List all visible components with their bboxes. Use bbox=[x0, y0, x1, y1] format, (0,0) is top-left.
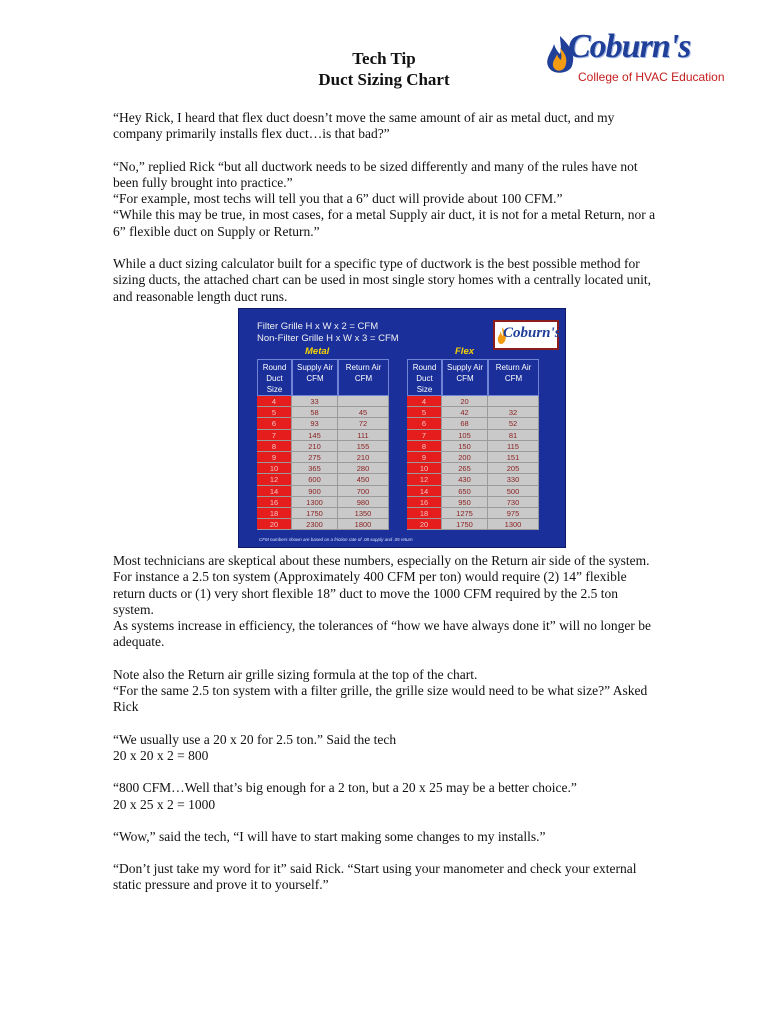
supply-cfm-cell: 33 bbox=[292, 396, 338, 407]
duct-size-cell: 9 bbox=[257, 452, 292, 463]
table-row bbox=[407, 441, 539, 452]
duct-size-cell: 12 bbox=[257, 474, 292, 485]
paragraph: “Don’t just take my word for it” said Rick. “Start using your manometer and check your external static pressure and prove it to yourself.” bbox=[113, 861, 637, 893]
intro-text bbox=[113, 110, 658, 305]
table-row bbox=[257, 441, 389, 452]
logo-brand: Coburn's bbox=[568, 28, 691, 65]
paragraph: Most technicians are skeptical about these numbers, especially on the Return air side of the system. For instance a 2.5 ton system (Approximately 400 CFM per ton) would require (2) 14” flexible return ducts or (1) very short flexible 18” duct to move the 1000 CFM required by the 2.5 ton system. bbox=[113, 553, 650, 617]
return-cfm-cell bbox=[338, 396, 389, 407]
table-row bbox=[407, 396, 539, 407]
column-header: Round Duct Size bbox=[407, 359, 442, 396]
column-header: Supply Air CFM bbox=[442, 359, 488, 396]
table-row bbox=[407, 463, 539, 474]
return-cfm-cell: 210 bbox=[338, 452, 389, 463]
logo-subtitle: College of HVAC Education bbox=[578, 70, 725, 84]
duct-size-cell: 18 bbox=[407, 508, 442, 519]
return-cfm-cell: 700 bbox=[338, 486, 389, 497]
table-row bbox=[407, 486, 539, 497]
table-row bbox=[407, 519, 539, 530]
paragraph: 20 x 25 x 2 = 1000 bbox=[113, 796, 216, 812]
column-header: Supply Air CFM bbox=[292, 359, 338, 396]
table-row bbox=[407, 452, 539, 463]
supply-cfm-cell: 430 bbox=[442, 474, 488, 485]
paragraph: While a duct sizing calculator built for a specific type of ductwork is the best possible method for sizing ducts, the attached chart can be used in most single story homes with a centrally located unit, and reasonable length duct runs. bbox=[113, 256, 651, 304]
supply-cfm-cell: 900 bbox=[292, 486, 338, 497]
supply-cfm-cell: 200 bbox=[442, 452, 488, 463]
supply-cfm-cell: 650 bbox=[442, 486, 488, 497]
duct-size-cell: 7 bbox=[257, 430, 292, 441]
paragraph: 20 x 20 x 2 = 800 bbox=[113, 747, 209, 763]
paragraph-gap bbox=[113, 143, 658, 159]
flex-table bbox=[407, 396, 539, 530]
return-cfm-cell: 980 bbox=[338, 497, 389, 508]
return-cfm-cell: 205 bbox=[488, 463, 539, 474]
supply-cfm-cell: 150 bbox=[442, 441, 488, 452]
column-header: Round Duct Size bbox=[257, 359, 292, 396]
table-row bbox=[257, 519, 389, 530]
duct-size-cell: 10 bbox=[407, 463, 442, 474]
table-row bbox=[257, 418, 389, 429]
table-row bbox=[257, 463, 389, 474]
return-cfm-cell: 111 bbox=[338, 430, 389, 441]
supply-cfm-cell: 1275 bbox=[442, 508, 488, 519]
duct-size-cell: 7 bbox=[407, 430, 442, 441]
table-row bbox=[407, 508, 539, 519]
table-row bbox=[257, 430, 389, 441]
duct-size-cell: 14 bbox=[257, 486, 292, 497]
duct-size-cell: 6 bbox=[257, 418, 292, 429]
non-filter-grille-formula: Non-Filter Grille H x W x 3 = CFM bbox=[257, 333, 399, 344]
duct-size-cell: 8 bbox=[257, 441, 292, 452]
paragraph-gap bbox=[113, 651, 658, 667]
chart-logo-text: Coburn's bbox=[503, 325, 561, 341]
duct-size-cell: 5 bbox=[257, 407, 292, 418]
paragraph: Note also the Return air grille sizing formula at the top of the chart. bbox=[113, 666, 478, 682]
table-row bbox=[407, 407, 539, 418]
column-header: Return Air CFM bbox=[338, 359, 389, 396]
chart-footnote: CFM numbers shown are based on a friction rate of .08 supply and .05 return bbox=[259, 537, 413, 542]
table-row bbox=[257, 452, 389, 463]
column-header: Return Air CFM bbox=[488, 359, 539, 396]
paragraph-gap bbox=[113, 813, 658, 829]
table-row bbox=[407, 418, 539, 429]
return-cfm-cell: 45 bbox=[338, 407, 389, 418]
return-cfm-cell: 730 bbox=[488, 497, 539, 508]
paragraph-gap bbox=[113, 764, 658, 780]
return-cfm-cell: 52 bbox=[488, 418, 539, 429]
duct-size-cell: 14 bbox=[407, 486, 442, 497]
duct-size-cell: 6 bbox=[407, 418, 442, 429]
paragraph: “Hey Rick, I heard that flex duct doesn’t move the same amount of air as metal duct, and my company primarily installs flex duct…is that bad?” bbox=[113, 110, 615, 142]
chart-logo bbox=[493, 320, 559, 350]
metal-table bbox=[257, 396, 389, 530]
table-row bbox=[407, 497, 539, 508]
filter-grille-formula: Filter Grille H x W x 2 = CFM bbox=[257, 321, 379, 332]
paragraph: “For the same 2.5 ton system with a filter grille, the grille size would need to be what size?” Asked Rick bbox=[113, 683, 648, 715]
paragraph-gap bbox=[113, 845, 658, 861]
supply-cfm-cell: 1300 bbox=[292, 497, 338, 508]
supply-cfm-cell: 275 bbox=[292, 452, 338, 463]
return-cfm-cell: 330 bbox=[488, 474, 539, 485]
supply-cfm-cell: 1750 bbox=[292, 508, 338, 519]
paragraph-gap bbox=[113, 716, 658, 732]
duct-size-cell: 5 bbox=[407, 407, 442, 418]
duct-size-cell: 12 bbox=[407, 474, 442, 485]
paragraph-gap bbox=[113, 240, 658, 256]
supply-cfm-cell: 20 bbox=[442, 396, 488, 407]
return-cfm-cell: 1800 bbox=[338, 519, 389, 530]
supply-cfm-cell: 365 bbox=[292, 463, 338, 474]
duct-size-cell: 16 bbox=[407, 497, 442, 508]
supply-cfm-cell: 68 bbox=[442, 418, 488, 429]
title-line-1: Tech Tip bbox=[352, 49, 416, 68]
duct-size-cell: 10 bbox=[257, 463, 292, 474]
return-cfm-cell: 280 bbox=[338, 463, 389, 474]
duct-size-cell: 16 bbox=[257, 497, 292, 508]
flex-column-headers bbox=[407, 359, 539, 396]
duct-size-cell: 8 bbox=[407, 441, 442, 452]
duct-size-cell: 4 bbox=[407, 396, 442, 407]
return-cfm-cell: 81 bbox=[488, 430, 539, 441]
paragraph: As systems increase in efficiency, the tolerances of “how we have always done it” will no longer be adequate. bbox=[113, 618, 651, 650]
return-cfm-cell: 450 bbox=[338, 474, 389, 485]
return-cfm-cell: 72 bbox=[338, 418, 389, 429]
discussion-text bbox=[113, 553, 658, 894]
paragraph: “For example, most techs will tell you that a 6” duct will provide about 100 CFM.” bbox=[113, 191, 563, 207]
supply-cfm-cell: 42 bbox=[442, 407, 488, 418]
supply-cfm-cell: 2300 bbox=[292, 519, 338, 530]
duct-sizing-chart bbox=[238, 308, 566, 548]
duct-size-cell: 9 bbox=[407, 452, 442, 463]
supply-cfm-cell: 1750 bbox=[442, 519, 488, 530]
metal-label: Metal bbox=[305, 346, 330, 357]
table-row bbox=[257, 497, 389, 508]
table-row bbox=[257, 508, 389, 519]
return-cfm-cell bbox=[488, 396, 539, 407]
return-cfm-cell: 1350 bbox=[338, 508, 389, 519]
paragraph: “We usually use a 20 x 20 for 2.5 ton.” Said the tech bbox=[113, 731, 397, 747]
supply-cfm-cell: 600 bbox=[292, 474, 338, 485]
supply-cfm-cell: 210 bbox=[292, 441, 338, 452]
coburns-logo bbox=[540, 28, 725, 90]
table-row bbox=[257, 486, 389, 497]
paragraph: “While this may be true, in most cases, for a metal Supply air duct, it is not for a metal Return, nor a 6” flexible duct on Supply or Return.” bbox=[113, 207, 656, 239]
return-cfm-cell: 32 bbox=[488, 407, 539, 418]
duct-size-cell: 20 bbox=[407, 519, 442, 530]
paragraph: “Wow,” said the tech, “I will have to start making some changes to my installs.” bbox=[113, 828, 546, 844]
duct-size-cell: 4 bbox=[257, 396, 292, 407]
supply-cfm-cell: 58 bbox=[292, 407, 338, 418]
paragraph: “No,” replied Rick “but all ductwork needs to be sized differently and many of the rules have not been fully brought into practice.” bbox=[113, 158, 638, 190]
return-cfm-cell: 151 bbox=[488, 452, 539, 463]
supply-cfm-cell: 265 bbox=[442, 463, 488, 474]
table-row bbox=[257, 396, 389, 407]
paragraph: “800 CFM…Well that’s big enough for a 2 ton, but a 20 x 25 may be a better choice.” bbox=[113, 780, 577, 796]
table-row bbox=[257, 407, 389, 418]
supply-cfm-cell: 145 bbox=[292, 430, 338, 441]
title-line-2: Duct Sizing Chart bbox=[318, 70, 450, 89]
duct-size-cell: 18 bbox=[257, 508, 292, 519]
return-cfm-cell: 975 bbox=[488, 508, 539, 519]
return-cfm-cell: 1300 bbox=[488, 519, 539, 530]
table-row bbox=[407, 430, 539, 441]
return-cfm-cell: 155 bbox=[338, 441, 389, 452]
supply-cfm-cell: 950 bbox=[442, 497, 488, 508]
table-row bbox=[407, 474, 539, 485]
supply-cfm-cell: 105 bbox=[442, 430, 488, 441]
flex-label: Flex bbox=[455, 346, 475, 357]
return-cfm-cell: 115 bbox=[488, 441, 539, 452]
supply-cfm-cell: 93 bbox=[292, 418, 338, 429]
return-cfm-cell: 500 bbox=[488, 486, 539, 497]
metal-column-headers bbox=[257, 359, 389, 396]
duct-size-cell: 20 bbox=[257, 519, 292, 530]
table-row bbox=[257, 474, 389, 485]
